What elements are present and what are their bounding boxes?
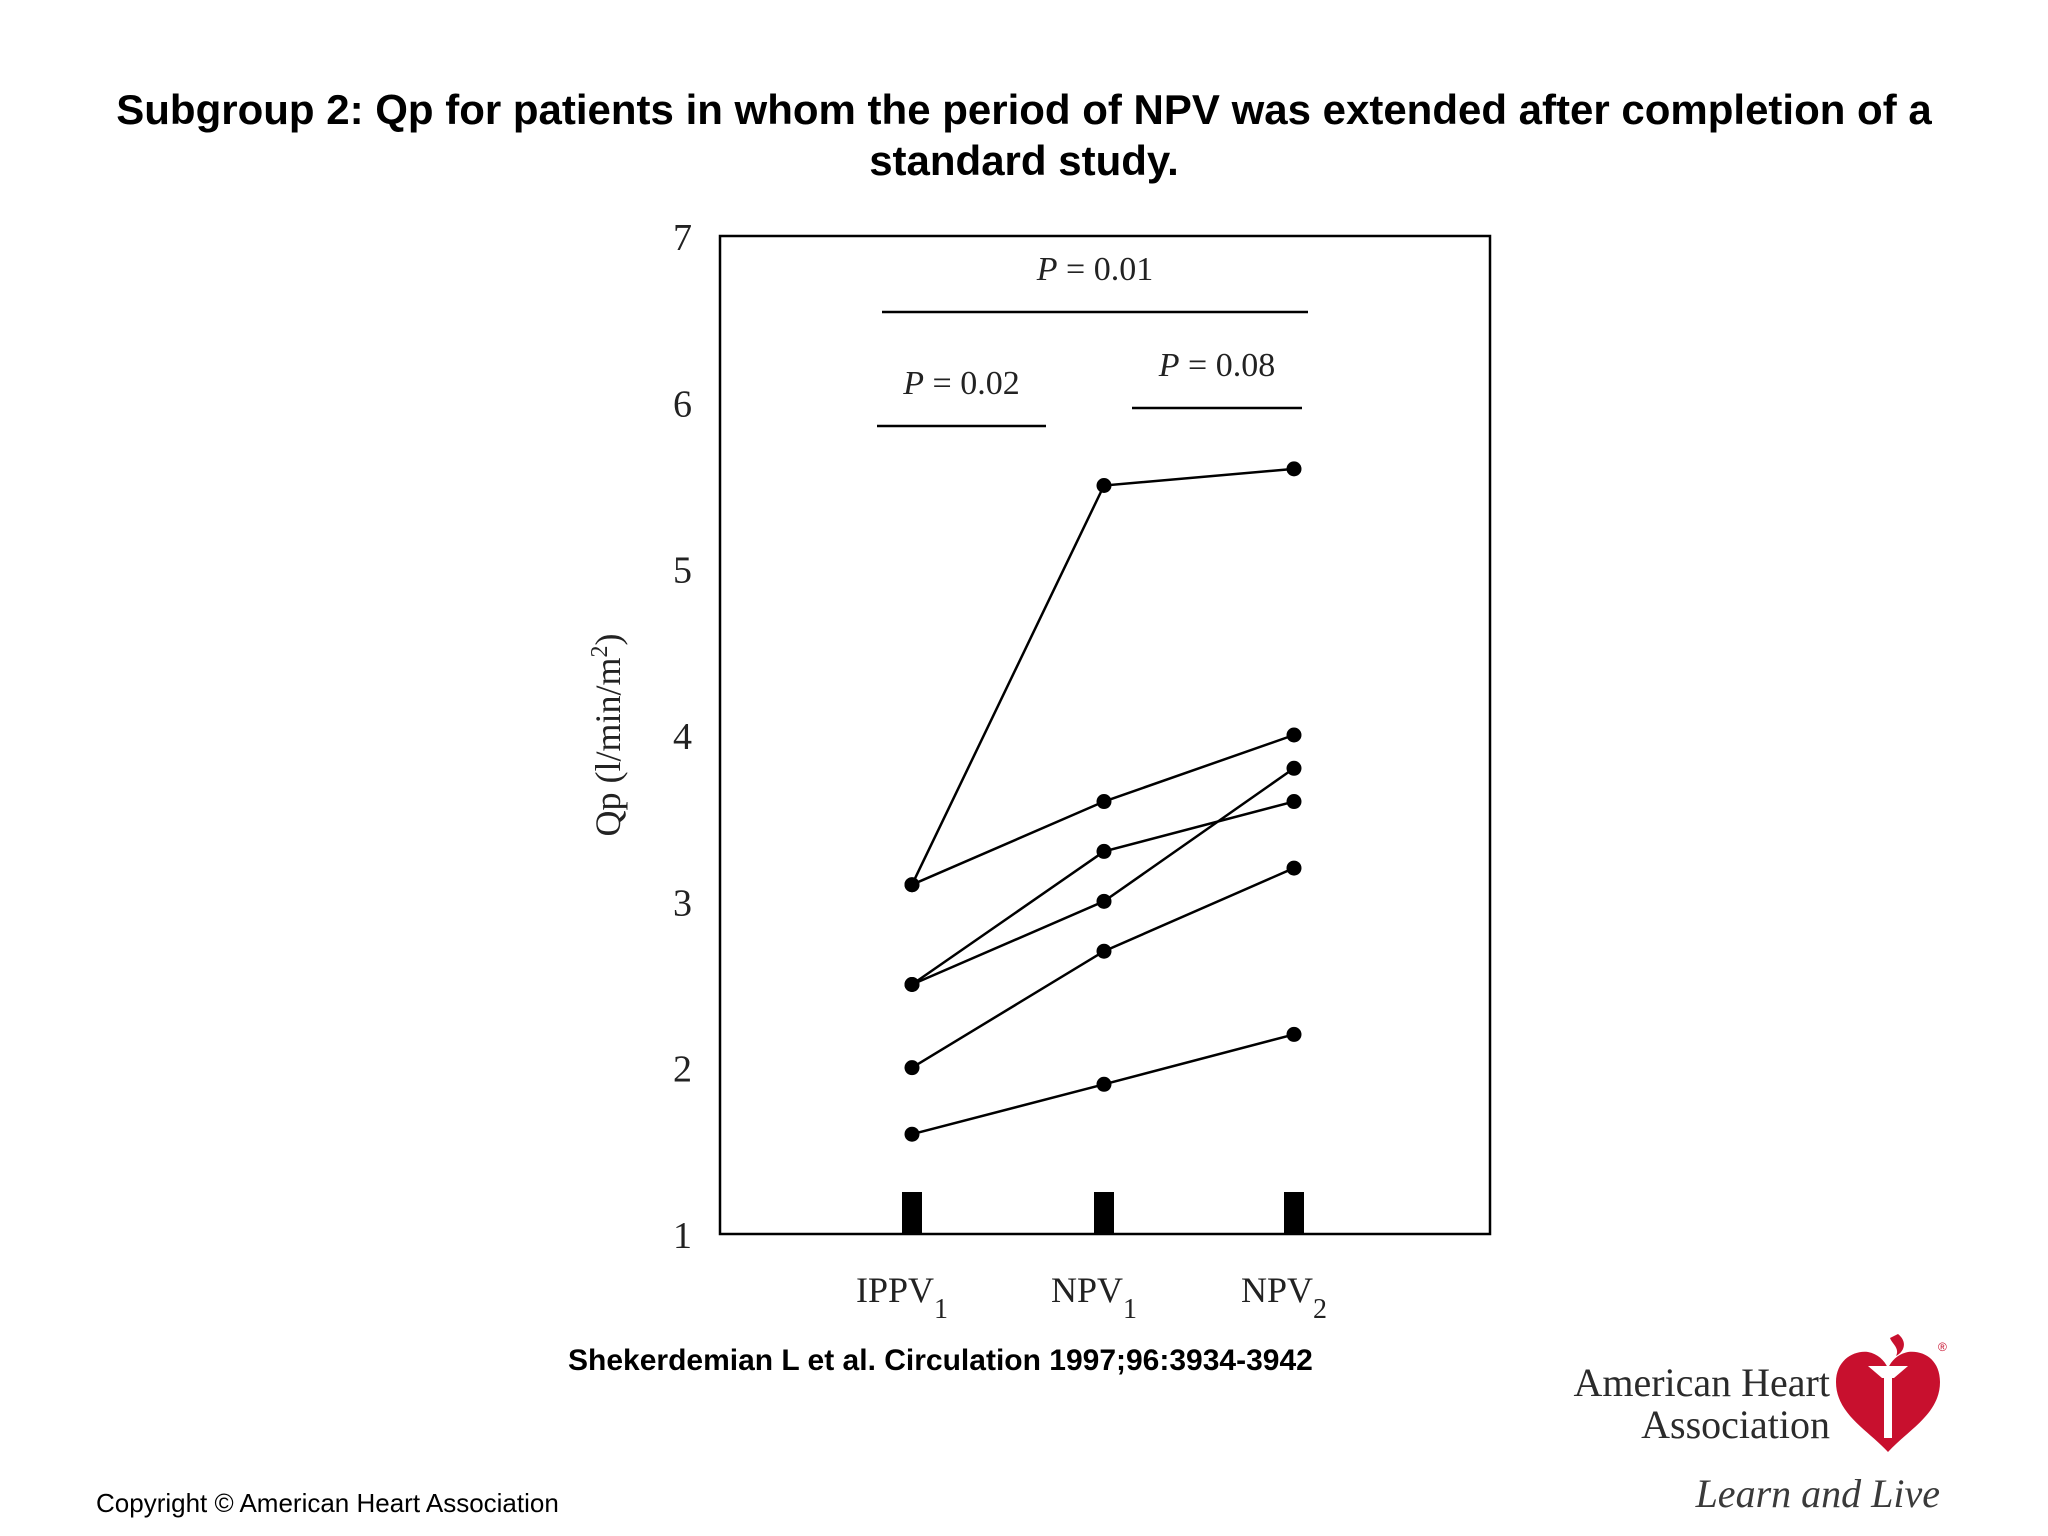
- y-tick-label: 3: [673, 882, 692, 925]
- significance-label-p: P: [1036, 251, 1058, 288]
- data-point: [905, 977, 920, 992]
- logo-name-line-2: Association: [1641, 1402, 1830, 1447]
- series-line: [912, 469, 1294, 885]
- slide-title-line-1: Subgroup 2: Qp for patients in whom the period of NPV was extended after completion of a: [116, 86, 1932, 133]
- category-marker: [1284, 1192, 1304, 1234]
- significance-label: P = 0.02: [903, 365, 1020, 402]
- data-point: [905, 1127, 920, 1142]
- data-point: [905, 1060, 920, 1075]
- category-marker: [1094, 1192, 1114, 1234]
- x-tick-label: $NPV_2$: [1240, 1270, 1328, 1325]
- heart-torch-icon: [1828, 1330, 1948, 1460]
- y-tick-label: 4: [673, 716, 692, 758]
- y-tick-label: 6: [673, 383, 692, 426]
- logo-tagline: Learn and Live: [1695, 1471, 1940, 1516]
- data-point: [1287, 1027, 1302, 1042]
- data-point: [1097, 944, 1112, 959]
- significance-label-p: P: [903, 365, 925, 402]
- x-tick-label-subscript: 1: [934, 1293, 949, 1325]
- x-tick-label-subscript: 2: [1313, 1293, 1328, 1325]
- data-point: [1097, 478, 1112, 493]
- significance-label: P = 0.01: [1036, 251, 1154, 288]
- y-axis-label: Qp $(l/\min/m^2)$: [587, 633, 628, 837]
- y-tick-label: 2: [673, 1048, 692, 1091]
- citation: Shekerdemian L et al. Circulation 1997;96:3934-3942: [568, 1344, 1313, 1377]
- y-tick-label: 5: [673, 549, 692, 592]
- x-tick-label: $NPV_1$: [1050, 1270, 1138, 1325]
- significance-label: P = 0.08: [1158, 347, 1276, 384]
- y-tick-label: 1: [673, 1215, 692, 1257]
- x-tick-label: $IPPV_1$: [855, 1270, 949, 1325]
- data-point: [1097, 1077, 1112, 1092]
- data-point: [1287, 728, 1302, 743]
- logo-name: [1540, 1362, 1830, 1446]
- x-tick-label-subscript: 1: [1123, 1293, 1138, 1325]
- registered-mark: ®: [1938, 1340, 1947, 1354]
- data-point: [1287, 761, 1302, 776]
- aha-logo: [1540, 1330, 1960, 1520]
- significance-label-p: P: [1158, 347, 1180, 384]
- data-point: [1287, 861, 1302, 876]
- data-point: [905, 877, 920, 892]
- data-point: [1287, 461, 1302, 476]
- logo-name-line-1: American Heart: [1573, 1360, 1830, 1405]
- data-point: [1097, 894, 1112, 909]
- y-axis-label-superscript: 2: [587, 645, 613, 658]
- slide-title-line-2: standard study.: [869, 137, 1179, 184]
- data-point: [1097, 794, 1112, 809]
- copyright-notice: Copyright © American Heart Association: [96, 1488, 559, 1518]
- category-marker: [902, 1192, 922, 1234]
- data-point: [1287, 794, 1302, 809]
- data-point: [1097, 844, 1112, 859]
- y-tick-label: 7: [673, 217, 692, 259]
